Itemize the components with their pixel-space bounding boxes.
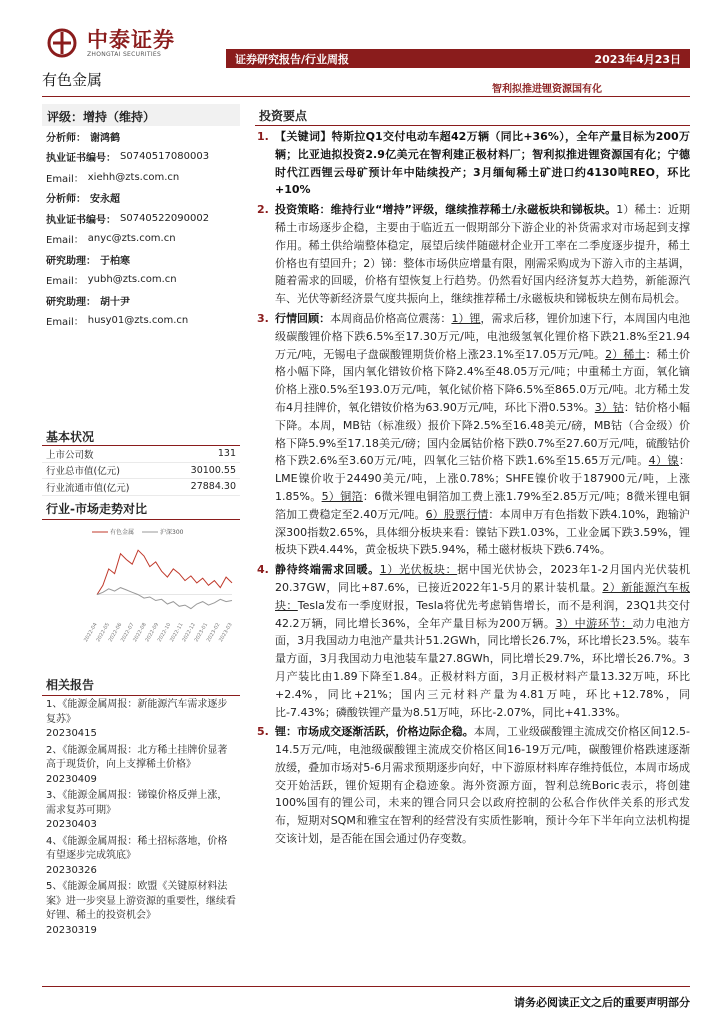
analyst-row [42,311,240,332]
basic-label: 行业总市值(亿元) [46,466,120,478]
analyst-label: 执业证书编号： [46,214,116,226]
series-line-1 [97,588,232,609]
related-item[interactable] [42,787,240,833]
related-item[interactable] [42,833,240,879]
analyst-email[interactable]: anyc@zts.com.cn [87,233,176,245]
basic-row [42,479,240,496]
analyst-list [42,126,240,331]
related-date: 20230409 [46,773,97,785]
x-tick-label: 2022-10 [156,622,173,644]
trend-chart-svg [42,520,240,670]
report-date: 2023年4月23日 [594,52,681,66]
analyst-label: 研究助理： [46,296,96,308]
basic-row [42,463,240,480]
investment-point [255,128,690,199]
rating-box [42,104,240,126]
x-tick-label: 2022-04 [83,622,99,644]
report-type: 证券研究报告/行业周报 [235,52,350,66]
analyst-value: 安永超 [90,194,120,206]
series-line-0 [97,550,232,594]
related-title: 相关报告 [42,674,240,696]
analyst-row [42,147,240,168]
analyst-row [42,290,240,311]
basic-value: 27884.30 [190,481,236,493]
analyst-label: 分析师： [46,194,86,206]
logo-cn: 中泰证券 [87,27,175,52]
point-number: 1. [257,130,269,143]
analyst-row [42,249,240,270]
point-number: 2. [257,203,269,217]
analyst-email[interactable]: yubh@zts.com.cn [87,274,177,286]
analyst-row [42,167,240,188]
related-item[interactable] [42,742,240,788]
analyst-label: Email： [46,235,84,247]
related-date: 20230415 [46,728,97,739]
investment-point [255,561,690,721]
x-tick-label: 2022-09 [144,622,161,644]
right-column [255,104,690,848]
x-tick-label: 2022-08 [132,622,148,644]
analyst-email[interactable]: xiehh@zts.com.cn [87,171,180,183]
point-number: 3. [257,311,269,325]
basic-info [42,426,240,496]
report-title: 智利拟推进锂资源国有化 [492,84,602,95]
analyst-label: 执业证书编号： [46,153,116,165]
analyst-label: Email： [46,173,84,185]
analyst-value: 于柏寒 [100,255,130,267]
analyst-label: Email： [46,276,84,288]
footer-disclaimer: 请务必阅读正文之后的重要声明部分 [514,996,690,1009]
trend-section [42,498,240,670]
logo-en: ZHONGTAI SECURITIES [87,50,162,58]
related-date: 20230319 [46,924,97,936]
investment-point [255,201,690,308]
company-logo [47,28,175,58]
related-text: 3、《能源金属周报：锑镍价格反弹上涨，需求复苏可期》 [46,790,228,816]
related-item[interactable] [42,696,240,742]
analyst-email[interactable]: husy01@zts.com.cn [87,315,189,327]
related-item[interactable] [42,878,240,938]
point-body: 投资策略：维持行业“增持”评级，继续推荐稀土/永磁板块和锑板块。1）稀土：近期稀土市场逐步企稳，主要由于临近五一假期部分下游企业的补货需求对市场起到支撑作用。稀土供给端整体稳定，展望后续伴随磁材企业开工率在二季度逐步提升，稀土价格也有望回升；2）锑：整体市场供应增量有限，刚需采购成为下游入市的主基调，随着需求的回暖，价格有望恢复上行趋势。仍然看好国内经济复苏大趋势，新能源汽车、光伏等新经济景气度共振向上，继续推荐稀土/永磁板块和锑板块左侧布局机会。 [275,203,690,306]
rating-label: 评级： [47,110,84,124]
basic-label: 上市公司数 [46,449,94,461]
point-body: 【关键词】特斯拉Q1交付电动车超42万辆（同比+36%），全年产量目标为200万辆；比亚迪拟投资2.9亿美元在智利建正极材料厂；智利拟推进锂资源国有化；宁德时代江西锂云母矿预计年中陆续投产；3月缅甸稀土矿进口约4130吨REO，环比+10% [275,130,690,197]
x-tick-label: 2023-02 [205,622,222,644]
related-text: 5、《能源金属周报：欧盟《关键原材料法案》进一步突显上游资源的重要性，继续看好锂、稀土的投资机会》 [46,881,236,921]
point-body: 行情回顾：本周商品价格高位震荡：1）锂，需求后移，锂价加速下行，本周国内电池级碳酸锂价格下跌6.5%至17.30万元/吨，电池级氢氧化锂价格下跌21.8%至21.94万元/吨，无锡电子盘碳酸锂期货价格上涨23.1%至17.05万元/吨。2）稀土：稀土价格小幅下降，国内氧化镨钕价格下降2.4%至48.05万元/吨；中重稀土方面，氧化镝价格上涨0.5%至193.0万元/吨，氧化铽价格下降6.5%至865.0万元/吨。北方稀土发布4月挂牌价，氧化镨钕价格为63.90万元/吨，环比下滑0.53%。3）钴：钴价格小幅下降。本周，MB钴（标准级）报价下降2.5%至16.48美元/磅，MB钴（合金级）价格下降5.9%至17.18美元/磅；国内金属钴价格下跌0.7%至27.60万元/吨，硫酸钴价格下跌2.6%至3.60万元/吨，四氧化三钴价格下跌1.6%至15.65万元/吨。4）镍：LME镍价收于24490美元/吨，上涨0.78%；SHFE镍价收于187900元/吨，上涨1.85%。5）铜箔：6微米锂电铜箔加工费上涨1.79%至2.85万元/吨；8微米锂电铜箔加工费稳定至2.40万元/吨。6）股票行情：本周申万有色指数下跌4.10%，跑输沪深300指数2.65%，具体细分板块来看：镍钴下跌1.03%，工业金属下跌3.59%，锂板块下跌4.44%，黄金板块下跌5.94%，稀土磁材板块下跌6.74%。 [275,311,691,557]
trend-chart [42,520,240,670]
x-tick-label: 2022-05 [95,622,112,644]
investment-points [255,128,690,848]
analyst-value: 胡十尹 [100,296,130,308]
basic-title: 基本状况 [42,426,240,446]
analyst-value: S0740522090002 [120,212,210,224]
analyst-label: Email： [46,317,84,329]
analyst-label: 分析师： [46,132,86,144]
related-text: 1、《能源金属周报：新能源汽车需求逐步复苏》 [46,699,228,725]
x-tick-label: 2022-11 [168,622,185,644]
industry-name: 有色金属 [42,71,103,89]
analyst-row [42,270,240,291]
related-text: 4、《能源金属周报：稀土招标落地，价格有望逐步完成筑底》 [46,835,228,861]
point-number: 4. [257,563,269,577]
point-number: 5. [257,725,269,739]
header-bar [226,49,690,68]
x-tick-label: 2022-06 [107,622,124,644]
basic-label: 行业流通市值(亿元) [46,482,130,494]
analyst-row [42,188,240,209]
legend-market: 沪深300 [160,529,184,536]
related-date: 20230403 [46,819,97,830]
basic-value: 30100.55 [190,464,236,476]
basic-row [42,446,240,463]
analyst-value: S0740517080003 [120,151,210,163]
related-text: 2、《能源金属周报：北方稀土挂牌价显著高于现货价，向上支撑稀土价格》 [46,744,228,770]
related-date: 20230326 [46,864,97,876]
analyst-value: 谢鸿鹤 [90,132,120,144]
analyst-label: 研究助理： [46,255,96,267]
point-body: 锂：市场成交逐渐活跃，价格边际企稳。本周，工业级碳酸锂主流成交价格区间12.5-14.5万元/吨，电池级碳酸锂主流成交价格区间16-19万元/吨，碳酸锂价格跌速逐渐放缓，叠加市场对5-6月需求预期逐步向好，中下游原材料库存维持低位，本周市场成交开始活跃，锂价短期有企稳迹象。海外资源方面，智利总统Boric表示，将创建100%国有的锂公司，未来的锂合同只会以政府控制的公私合作伙伴关系的形式发布，短期对SQM和雅宝在智利的经营没有实质性影响，预计今年下半年向立法机构提交该计划，是否能在国会通过仍存变数。 [275,725,691,846]
x-tick-label: 2022-12 [181,622,197,644]
analyst-row [42,229,240,250]
basic-value: 131 [217,448,236,460]
analyst-row [42,208,240,229]
analyst-row [42,126,240,147]
footer-divider [42,986,690,987]
investment-point [255,310,690,559]
x-tick-label: 2022-07 [119,622,136,644]
legend-industry: 有色金属 [110,529,135,536]
trend-plot [83,550,234,643]
header-divider [42,96,690,97]
x-tick-label: 2023-03 [218,622,234,644]
point-body: 静待终端需求回暖。1）光伏板块：据中国光伏协会，2023年1-2月国内光伏装机20.37GW，同比+87.6%，已接近2022年1-5月的累计装机量。2）新能源汽车板块：Tesla发布一季度财报，Tesla将优先考虑销售增长，而不是利润，23Q1共交付42.2万辆，同比增长36%，全年产量目标为200万辆。3）中游环节：动力电池方面，3月我国动力电池产量共计51.2GWh，同比增长26.7%，环比增长23.5%。装车量方面，3月我国动力电池装车量27.8GWh，同比增长29.7%，环比增长26.7%。3月产装比由1.89下降至1.84。正极材料方面，3月正极材料产量13.32万吨，环比+2.4%，同比+21%；国内三元材料产量为4.81万吨，环比+12.78%，同比-7.43%；磷酸铁锂产量为8.51万吨，环比-2.07%，同比+41.33%。 [275,563,691,719]
trend-title: 行业-市场走势对比 [42,498,240,520]
investment-point [255,723,690,848]
logo-mark-icon [47,28,81,58]
related-reports [42,674,240,938]
x-tick-label: 2023-01 [193,622,210,644]
investment-title: 投资要点 [255,104,690,126]
rating-value: 增持（维持） [83,110,156,124]
